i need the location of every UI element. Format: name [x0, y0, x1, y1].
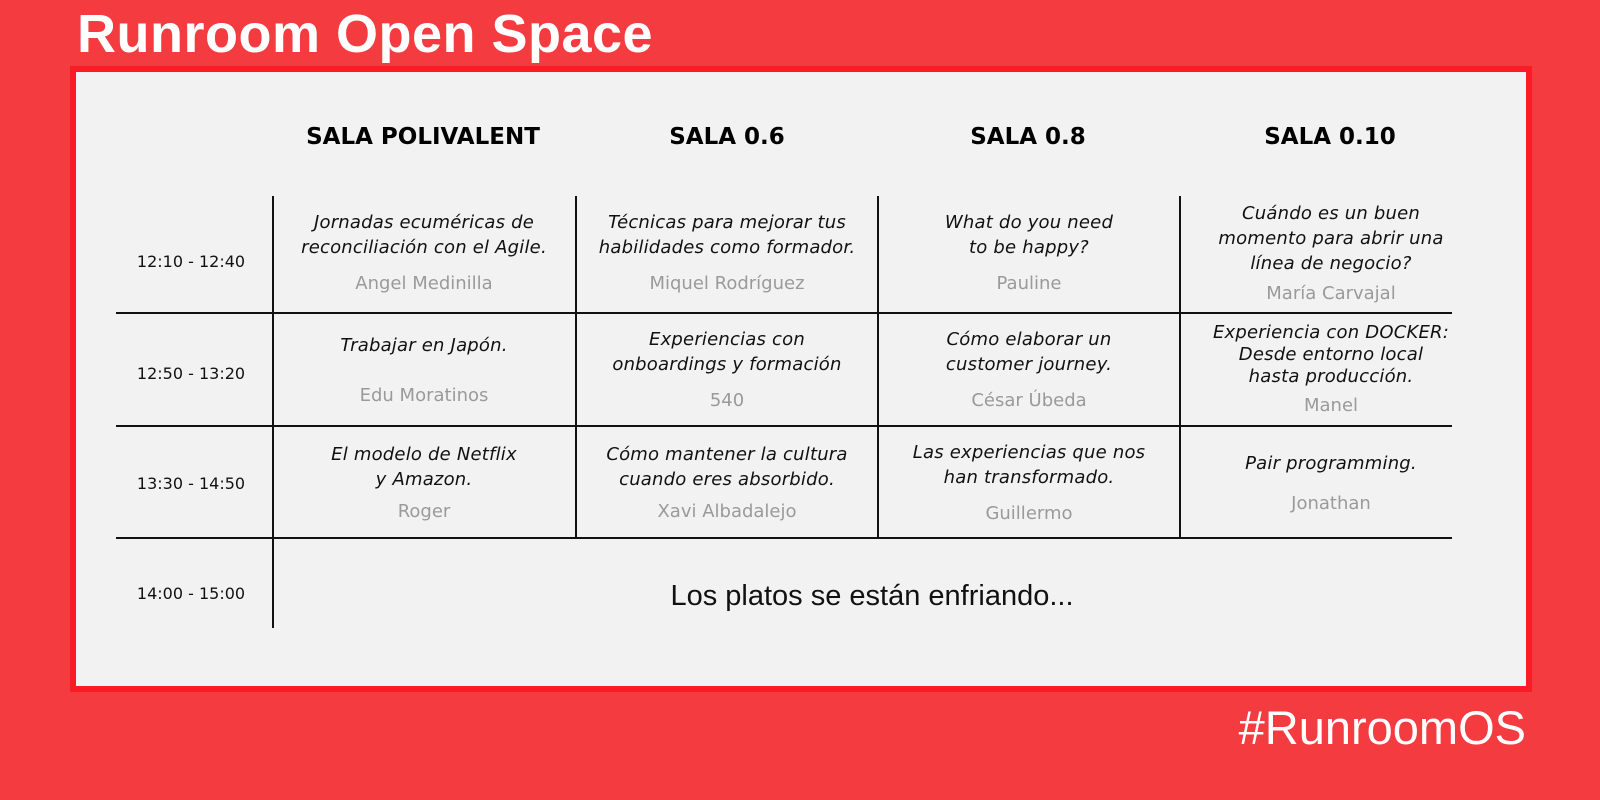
time-slot-label: 12:50 - 13:20 [136, 364, 246, 383]
page-title: Runroom Open Space [77, 4, 654, 64]
session-cell [576, 426, 878, 540]
session-speaker: Pauline [996, 273, 1062, 294]
session-cell [878, 196, 1180, 310]
session-title: Experiencias con onboardings y formación [612, 329, 842, 375]
session-speaker: Angel Medinilla [355, 273, 493, 294]
session-cell [878, 313, 1180, 427]
session-speaker: María Carvajal [1266, 282, 1396, 304]
session-title: Cómo elaborar un customer journey. [945, 329, 1113, 375]
session-speaker: Jonathan [1291, 492, 1371, 514]
session-speaker: Xavi Albadalejo [657, 501, 797, 522]
time-slot-label: 12:10 - 12:40 [136, 252, 246, 271]
session-speaker: 540 [709, 390, 745, 411]
session-title: Técnicas para mejorar tus habilidades como formador. [598, 212, 856, 258]
event-hashtag: #RunroomOS [1238, 701, 1526, 754]
room-header-sala-0-8: SALA 0.8 [970, 124, 1086, 150]
session-speaker: Miquel Rodríguez [649, 273, 805, 294]
room-header-sala-0-10: SALA 0.10 [1264, 124, 1396, 150]
session-cell [576, 196, 878, 310]
session-title: Cómo mantener la cultura cuando eres absorbido. [606, 444, 848, 490]
time-slot-label: 14:00 - 15:00 [136, 584, 246, 603]
session-title: Pair programming. [1245, 452, 1417, 474]
room-header-sala-polivalent: SALA POLIVALENT [306, 124, 540, 150]
session-cell [273, 196, 575, 310]
session-cell [576, 313, 878, 427]
time-slot-label: 13:30 - 14:50 [136, 474, 246, 493]
session-title: Las experiencias que nos han transformado. [912, 442, 1146, 488]
session-title: Cuándo es un buen momento para abrir una línea de negocio? [1218, 202, 1444, 274]
session-cell [273, 426, 575, 540]
session-speaker: Manel [1303, 395, 1359, 416]
session-cell [1180, 426, 1482, 540]
session-title: What do you need to be happy? [944, 212, 1114, 258]
session-speaker: Edu Moratinos [359, 384, 489, 406]
room-header-sala-0-6: SALA 0.6 [669, 124, 785, 150]
session-speaker: Guillermo [985, 503, 1073, 524]
lunch-break-message: Los platos se están enfriando... [670, 580, 1074, 612]
session-title: Experiencia con DOCKER: Desde entorno local hasta producción. [1212, 322, 1450, 387]
session-cell [273, 313, 575, 427]
session-title: Jornadas ecuméricas de reconciliación con el Agile. [301, 212, 547, 258]
session-cell [1180, 196, 1482, 310]
schedule-board [70, 66, 1532, 692]
session-cell [1180, 313, 1482, 427]
session-cell [878, 426, 1180, 540]
session-title: El modelo de Netflix y Amazon. [331, 444, 517, 490]
session-speaker: César Úbeda [971, 390, 1087, 411]
session-speaker: Roger [397, 501, 451, 522]
session-title: Trabajar en Japón. [340, 334, 508, 356]
